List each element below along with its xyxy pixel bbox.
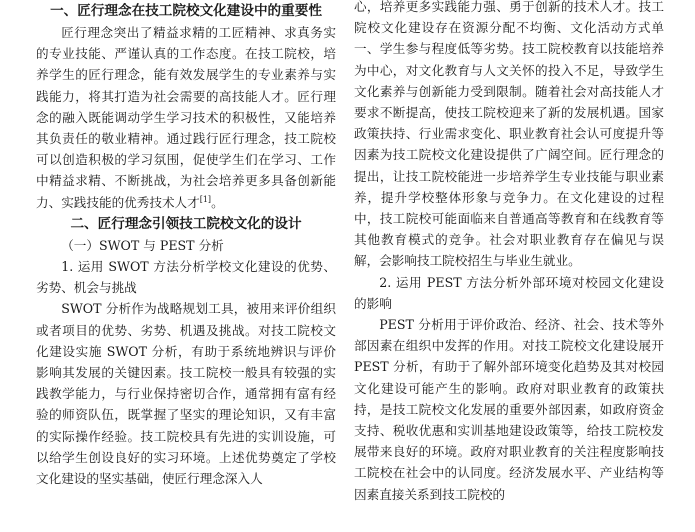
subsection-heading-pest: 2. 运用 PEST 方法分析外部环境对校园文化建设的影响 (354, 274, 664, 311)
paragraph-swot: SWOT 分析作为战略规划工具，被用来评价组织或者项目的优势、劣势、机遇及挑战。对技工院校文化建设实施 SWOT 分析，有助于系统地辨识与评价影响其发展的关键因素。技工院校一般具有较强的实践教学能力，与行业保持密切合作，通常拥有富有经验的师资队伍，既掌握了坚实的理论知识，又有丰富的实际操作经验。技工院校具有先进的实训设施，可以给学生创设良好的实习环境。上述优势奠定了学校文化建设的坚实基础，使匠行理念深入人 (36, 301, 336, 487)
paragraph-pest: PEST 分析用于评价政治、经济、社会、技术等外部因素在组织中发挥的作用。对技工院校文化建设展开 PEST 分析，有助于了解外部环境变化趋势及其对校园文化建设可能产生的影响。政府对职业教育的政策扶持，是技工院校文化发展的重要外部因素，如政府资金支持、税收优惠和实训基地建设政策等，给技工院校发展带来良好的环境。政府对职业教育的关注程度影响技工院校在社会中的认同度。经济发展水平、产业结构等因素直接关系到技工院校的 (354, 317, 664, 502)
subsection-heading-swot: 1. 运用 SWOT 方法分析学校文化建设的优势、劣势、机会与挑战 (36, 259, 336, 296)
subsection-heading-swot-pest: （一）SWOT 与 PEST 分析 (61, 237, 224, 253)
section-heading-1: 一、匠行理念在技工院校文化建设中的重要性 (50, 3, 322, 19)
left-column (36, 0, 336, 489)
right-column (354, 0, 664, 505)
section-heading-2: 二、匠行理念引领技工院校文化的设计 (70, 215, 302, 232)
citation-1: [1] (199, 194, 212, 204)
paragraph-swot-continued: 心，培养更多实践能力强、勇于创新的技术人才。技工院校文化建设存在资源分配不均衡、文化活动方式单一、学生参与程度低等劣势。技工院校教育以技能培养为中心，对文化教育与人文关怀的投入不足，导致学生文化素养与创新能力受到限制。随着社会对高技能人才要求不断提高，使技工院校迎来了新的发展机遇。国家政策扶持、行业需求变化、职业教育社会认可度提升等因素为技工院校文化建设提供了广阔空间。匠行理念的提出，让技工院校能进一步培养学生专业技能与职业素养，提升学校整体形象与竞争力。在文化建设的过程中，技工院校可能面临来自普通高等教育和在线教育等其他教育模式的竞争。社会对职业教育存在偏见与误解，会影响技工院校招生与毕业生就业。 (354, 0, 664, 269)
paragraph-importance (36, 22, 336, 213)
paragraph-importance-end: 。 (211, 194, 224, 210)
paragraph-importance-text: 匠行理念突出了精益求精的工匠精神、求真务实的专业技能、严谨认真的工作态度。在技工院校，培养学生的匠行理念，能有效发展学生的专业素养与实践能力，将其打造为社会需要的高技能人才。匠行理念的融入既能调动学生学习技术的积极性，又能培养其负责任的敬业精神。通过践行匠行理念，技工院校可以创造积极的学习氛围，促使学生们在学习、工作中精益求精、不断挑战，为社会培养更多具备创新能力、实践技能的优秀技术人才 (36, 25, 336, 210)
